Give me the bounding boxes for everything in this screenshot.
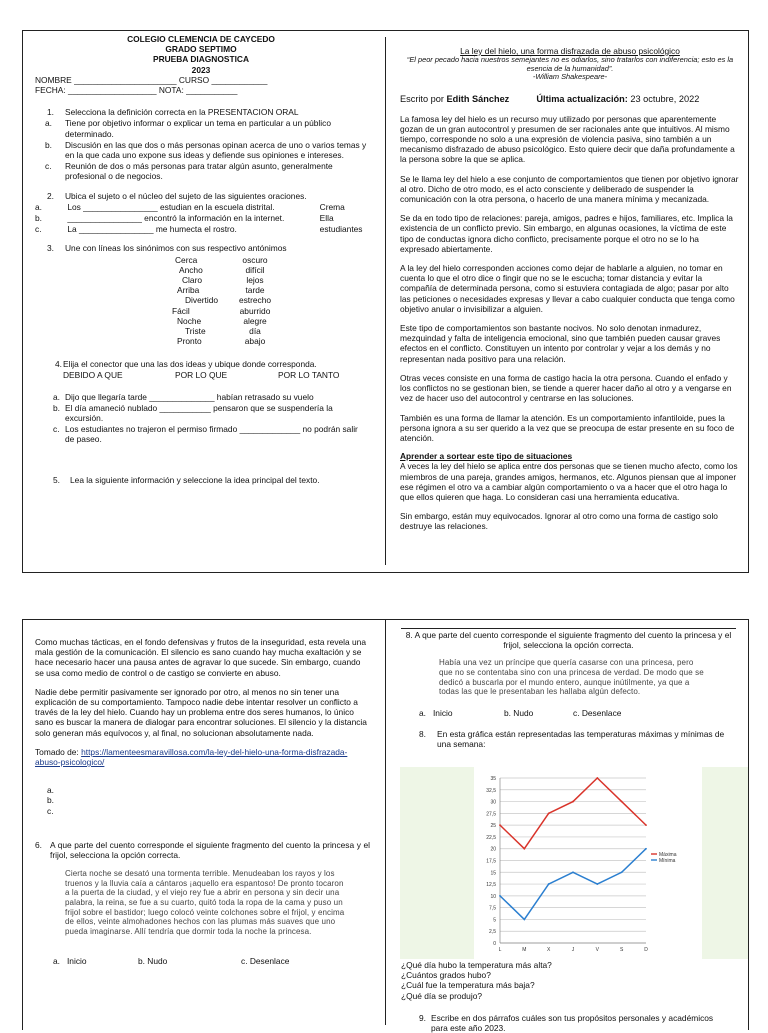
antonym-word: abajo: [244, 336, 266, 347]
exam-page-2: [22, 619, 749, 1033]
x-tick-label: X: [546, 947, 551, 953]
synonym-word: Arriba: [177, 285, 200, 296]
option-label: b.: [53, 402, 60, 413]
connector-option: POR LO TANTO: [278, 369, 340, 380]
question-number: 8.: [419, 728, 426, 739]
question-9: [401, 1013, 736, 1033]
exam-title: PRUEBA DIAGNOSTICA: [152, 54, 249, 65]
legend-label: Mínima: [659, 857, 676, 864]
source-label: Tomado de:: [35, 746, 79, 757]
data-point: [499, 895, 501, 897]
article-paragraph: Este tipo de comportamientos son bastante nocivos. No solo denotan inmadurez, mezquindad y falta de inteligencia emocional, sino que también pueden causar graves efectos en el conflicto. Constituyen un intento por controlar y vejar a los demás y no representan nada positivo para una relación.: [400, 323, 721, 364]
synonym-word: Noche: [177, 315, 202, 326]
data-point: [523, 848, 525, 850]
connector-option: DEBIDO A QUE: [63, 369, 123, 380]
question-2: [35, 191, 367, 235]
data-point: [548, 883, 550, 885]
antonym-word: estrecho: [238, 295, 272, 306]
question-number: 6.: [35, 839, 42, 850]
data-point: [523, 919, 525, 921]
synonym-word: Ancho: [179, 264, 203, 275]
answer-lines: [35, 785, 370, 816]
antonym-word: alegre: [243, 315, 267, 326]
word-pair-row: [35, 306, 367, 316]
article-paragraph: Se le llama ley del hielo a ese conjunto de comportamientos que tienen por objetivo ignorar al otro. Dicho de otro modo, es el acto consciente y deliberado de suspender la comunicación con la otra persona, o hacerlo de una manera mínima y mecanizada.: [400, 173, 739, 205]
article-paragraph: A la ley del hielo corresponden acciones como dejar de hablarle a alguien, no tomar en cuenta lo que el otro dice o fingir que no se le escucha; tomar distancia y evitar la compañía de determinada persona, como si estuviera contagiada de algo; pasar por alto las peticiones o necesidades expresas y llevar a cabo cualquier conducta que tenga como objetivo anular o invisibilizar a alguien.: [400, 263, 735, 314]
x-tick-label: V: [595, 947, 600, 953]
answer-label: b.: [47, 795, 54, 806]
synonym-word: Claro: [182, 275, 203, 286]
story-excerpt: Cierta noche se desató una tormenta terrible. Menudeaban los rayos y los truenos y la lluvia caía a cántaros ¡aquello era espantoso! De pronto tocaron a la puerta de la ciudad, y el viejo rey fue a abrir en persona y sin decir una palabra, la reina, se fue a su cuarto, quitó toda la ropa de la cama y puso un frijol sobre el bastidor; luego colocó veinte colchones sobre el frijol, y encima de ellos, veinte almohadones hechos con las plumas más suaves que uno pueda imaginarse. Allí tendría que dormir toda la noche la princesa.: [65, 869, 345, 936]
y-tick-label: 35: [490, 776, 496, 782]
article-body: [400, 114, 740, 532]
story-excerpt: Había una vez un príncipe que quería casarse con una princesa, pero que no se contentaba sino con una princesa de verdad. De modo que se dedicó a buscarla por el mundo entero, aunque inútilmente, ya que a todas las que le presentaban les hallaba algún defecto.: [439, 658, 704, 697]
question-text: 8. A que parte del cuento corresponde el siguiente fragmento del cuento la princesa y el frijol, selecciona la opción correcta.: [405, 630, 732, 651]
synonym-word: Divertido: [185, 295, 219, 306]
x-tick-label: S: [619, 947, 624, 953]
question-number: 4.: [55, 359, 62, 370]
data-point: [621, 801, 623, 803]
antonym-word: tarde: [245, 285, 265, 296]
x-tick-label: D: [644, 947, 648, 953]
word-pair-row: [35, 285, 367, 295]
grade-title: GRADO SEPTIMO: [165, 44, 237, 55]
data-point: [572, 801, 574, 803]
antonym-word: oscuro: [242, 254, 268, 265]
word-pair-row: [35, 295, 367, 305]
option-text: Inicio: [432, 707, 453, 718]
article-subheading: Aprender a sortear este tipo de situaciones: [400, 451, 573, 462]
y-tick-label: 10: [490, 893, 496, 900]
article-title: La ley del hielo, una forma disfrazada de abuso psicológico: [460, 46, 680, 56]
option-a[interactable]: [419, 708, 453, 718]
chart-margin-left: [400, 767, 474, 959]
option-c[interactable]: c. Desenlace: [573, 707, 622, 718]
column-divider: [385, 620, 386, 1025]
article-paragraph: Nadie debe permitir pasivamente ser ignorado por otro, al menos no sin tener una explicación de su comportamiento. Tampoco nadie debe intentar resolver un conflicto a través de la ley del hielo. Cuando hay un problema entre dos seres humanos, lo único sano es buscar la manera de dialogar para encontrar soluciones. El silencio y la distancia solo generan más equívocos y, al final, no solucionan absolutamente nada.: [35, 686, 367, 738]
answer-label: a.: [47, 785, 54, 796]
byline-prefix: Escrito por: [400, 94, 444, 105]
question-text: A que parte del cuento corresponde el siguiente fragmento del cuento la princesa y el frijol, selecciona la opción correcta.: [50, 839, 370, 861]
question-3: [35, 243, 367, 346]
question-text: Ubica el sujeto o el núcleo del sujeto de las siguientes oraciones.: [65, 190, 307, 201]
word-pair-row: [35, 275, 367, 285]
legend-label: Máxima: [659, 851, 677, 858]
chart-margin-right: [702, 767, 748, 959]
y-tick-label: 25: [490, 823, 496, 830]
update-label: Última actualización:: [536, 94, 628, 105]
chart-question: ¿Qué día se produjo?: [401, 990, 483, 1001]
option-label: a.: [53, 391, 60, 402]
answer-options: [401, 708, 736, 719]
y-tick-label: 22,5: [486, 834, 496, 841]
question-number: 2.: [47, 190, 54, 201]
option-label: b.: [45, 139, 52, 150]
question-text: Elija el conector que una las dos ideas y ubique donde corresponda.: [63, 359, 317, 370]
temperature-chart: [474, 767, 702, 959]
word-bank-item: estudiantes: [319, 224, 363, 235]
article-paragraph: Se da en todo tipo de relaciones: pareja, amigos, padres e hijos, familiares, etc. Implica la existencia de un conflicto previo. Sin embargo, en algunas ocasiones, la víctima de este tipo de conductas ignora dicho conflicto, precisamente porque el otro no se lo ha expresado abiertamente.: [400, 213, 733, 254]
question-1: [35, 107, 367, 181]
option-text: Dijo que llegaría tarde ______________ habían retrasado su vuelo: [65, 391, 314, 402]
option-label: c.: [45, 161, 52, 172]
word-pair-row: [35, 326, 367, 336]
option-c[interactable]: c. Desenlace: [241, 956, 290, 967]
exam-left-column: [35, 34, 367, 485]
question-8-chart: [401, 729, 736, 749]
data-point: [596, 883, 598, 885]
school-name: COLEGIO CLEMENCIA DE CAYCEDO: [127, 34, 275, 44]
quote-author: -William Shakespeare-: [532, 72, 608, 82]
date-grade-line: FECHA: ___________________ NOTA: ___________: [35, 85, 238, 96]
option-text: Tiene por objetivo informar o explicar un tema en particular a un público determinado.: [65, 118, 331, 139]
page2-right-column: [401, 628, 736, 749]
word-pair-row: [35, 336, 367, 346]
y-tick-label: 2,5: [489, 929, 496, 936]
question-number: 9.: [419, 1012, 426, 1023]
answer-label: c.: [47, 805, 54, 816]
name-course-line: NOMBRE ______________________ CURSO ____________: [35, 74, 268, 85]
synonym-word: Pronto: [177, 336, 202, 347]
y-tick-label: 12,5: [486, 882, 496, 889]
option-text: La ________________ me humecta el rostro.: [67, 224, 237, 235]
question-5: [35, 475, 367, 485]
data-point: [645, 824, 647, 826]
question-text: Escribe en dos párrafos cuáles son tus propósitos personales y académicos para este año 2023.: [431, 1012, 714, 1033]
synonym-word: Cerca: [175, 254, 198, 265]
connector-option: POR LO QUE: [175, 369, 228, 380]
question-text: Lea la siguiente información y seleccione la idea principal del texto.: [70, 474, 320, 485]
question-6: [35, 840, 370, 968]
option-text: Reunión de dos o más personas para tratar algún asunto, generalmente profesional o de negocios.: [65, 161, 333, 182]
option-text: Discusión en las que dos o más personas opinan acerca de uno o varios temas y en la que cada uno expone sus ideas y defiende sus opiniones e intereses.: [65, 139, 367, 161]
option-label: b.: [35, 213, 42, 224]
option-text: El día amaneció nublado ___________ pensaron que se suspendería la excursión.: [65, 402, 333, 423]
article-paragraph: A veces la ley del hielo se aplica entre dos personas que se tienen mucho afecto, como los miembros de una pareja, grandes amigos, hermanos, etc. Algunos piensan que al imponer ese régimen el otro va a cambiar algún comportamiento o va a hacer que el otro haga lo que ellos quieren que haga. Lo consideran casi una herramienta educativa.: [400, 461, 738, 502]
x-tick-label: J: [571, 947, 575, 953]
antonym-word: día: [249, 325, 261, 336]
article-author: Edith Sánchez: [446, 94, 510, 105]
article-paragraph: También es una forma de llamar la atención. Es un comportamiento infantiloide, pues la persona ignora a su ser querido a la vez que se preocupa de estar presente en su foco de atención.: [400, 412, 735, 443]
answer-options: [35, 956, 370, 967]
word-pair-row: [35, 255, 367, 265]
exam-page-1: [22, 30, 749, 573]
update-date: 23 octubre, 2022: [630, 94, 700, 105]
y-tick-label: 5: [493, 917, 496, 924]
option-b[interactable]: b. Nudo: [138, 956, 168, 967]
y-tick-label: 32,5: [486, 787, 496, 794]
option-label: a.: [35, 201, 42, 212]
data-point: [572, 871, 574, 873]
y-tick-label: 20: [490, 846, 496, 853]
option-text: Los ________________ estudian en la escuela distrital.: [67, 201, 275, 212]
word-pair-row: [35, 316, 367, 326]
option-label: a.: [45, 118, 52, 129]
antonym-word: aburrido: [239, 305, 271, 316]
question-8-story: [401, 628, 736, 719]
y-tick-label: 17,5: [486, 858, 496, 865]
x-tick-label: L: [498, 947, 502, 953]
question-text: Une con líneas los sinónimos con sus respectivo antónimos: [65, 243, 287, 254]
synonym-word: Triste: [185, 325, 206, 336]
data-point: [548, 812, 550, 814]
article-source: [35, 747, 370, 767]
option-text: Inicio: [66, 956, 87, 967]
article-paragraph: Como muchas tácticas, en el fondo defensivas y frutos de la inseguridad, esta revela una mala gestión de la comunicación. El silencio es sano cuando hay mucha exaltación y se hace necesario hacer una pausa antes de agravar lo que sucede. Sin embargo, cuando se usa como medio de control o de castigo se convierte en abuso.: [35, 637, 367, 678]
word-bank-item: Ella: [319, 213, 334, 224]
option-a[interactable]: [53, 956, 87, 966]
x-tick-label: M: [522, 947, 527, 953]
article-paragraph: La famosa ley del hielo es un recurso muy utilizado por personas que aparentemente gozan de un gran autocontrol y presumen de ser racionales ante que intuitivos. Al mismo tiempo, corresponde no solo a una expresión de violencia pasiva, sino también a un mecanismo disfrazado de abuso psicológico. Esto quiere decir que daña profundamente a la persona sobre la que se aplica.: [400, 113, 735, 165]
question-4: [35, 359, 367, 444]
article-paragraph: Sin embargo, están muy equivocados. Ignorar al otro como una forma de castigo solo destruye las relaciones.: [400, 511, 718, 532]
synonym-word: Fácil: [172, 305, 190, 316]
option-text: ________________ encontró la información en la internet.: [67, 213, 285, 224]
article-quote: “El peor pecado hacia nuestros semejantes no es odiarlos, sino tratarlos con indiferencia; esto es la esencia de la humanidad”.: [406, 55, 734, 73]
chart-questions: [401, 960, 736, 1033]
y-tick-label: 0: [493, 941, 496, 947]
chart-question: ¿Cuál fue la temperatura más baja?: [401, 980, 535, 991]
article-column: [400, 46, 740, 532]
question-text: Selecciona la definición correcta en la PRESENTACION ORAL: [65, 107, 299, 118]
page2-left-column: [35, 637, 370, 967]
y-tick-label: 30: [490, 799, 496, 806]
option-label: a.: [53, 956, 60, 967]
article-byline: [400, 94, 740, 104]
y-tick-label: 15: [490, 870, 496, 877]
antonym-word: difícil: [245, 264, 265, 275]
question-text: En esta gráfica están representadas las temperaturas máximas y mínimas de una semana:: [437, 728, 725, 749]
word-bank-item: Crema: [319, 201, 345, 212]
data-point: [596, 777, 598, 779]
data-point: [499, 824, 501, 826]
connector-bank: [35, 370, 367, 381]
word-pairs-list: [35, 255, 367, 347]
word-pair-row: [35, 265, 367, 275]
antonym-word: lejos: [246, 275, 264, 286]
chart-question: ¿Qué día hubo la temperatura más alta?: [401, 960, 552, 970]
data-point: [645, 848, 647, 850]
y-tick-label: 27,5: [486, 811, 496, 818]
option-label: a.: [419, 707, 426, 718]
article-paragraph: Otras veces consiste en una forma de castigo hacia la otra persona. Cuando el enfado y los conflictos no se gestionan bien, se tiende a querer hacer daño al otro y a vengarse en vez de hacer uso del autocontrol y centrarse en las soluciones.: [400, 372, 732, 404]
exam-year: 2023: [191, 64, 211, 75]
option-text: Los estudiantes no trajeron el permiso firmado _____________ no podrán salir de paseo.: [65, 424, 358, 445]
option-b[interactable]: b. Nudo: [504, 707, 534, 718]
source-link[interactable]: https://lamenteesmaravillosa.com/la-ley-del-hielo-una-forma-disfrazada-abuso-psicologico/: [35, 746, 348, 768]
question-number: 1.: [47, 107, 54, 118]
chart-question: ¿Cuántos grados hubo?: [401, 970, 491, 981]
data-point: [621, 871, 623, 873]
question-number: 3.: [47, 243, 54, 254]
question-number: 5.: [53, 474, 60, 485]
option-label: c.: [53, 424, 60, 435]
y-tick-label: 7,5: [489, 905, 496, 912]
option-label: c.: [35, 224, 42, 235]
